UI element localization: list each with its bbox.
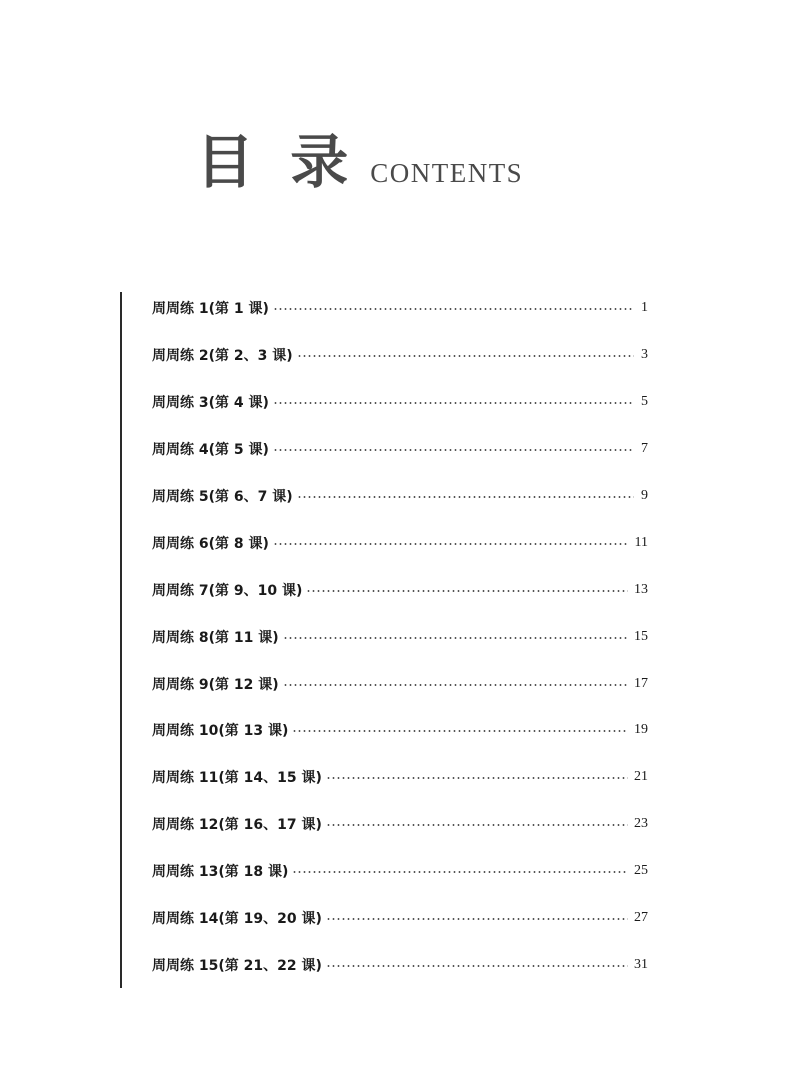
dot-leader (273, 402, 634, 404)
toc-entry[interactable] (152, 566, 648, 613)
toc-entry[interactable] (152, 473, 648, 520)
toc-entry-page: 19 (634, 722, 648, 738)
dot-leader (326, 824, 628, 826)
toc-entry-title: 周周练 8(第 11 课) (152, 629, 279, 646)
toc-entry-title: 周周练 12(第 16、17 课) (152, 817, 322, 834)
toc-entry-page: 25 (634, 863, 648, 879)
toc-entry-title: 周周练 2(第 2、3 课) (152, 348, 293, 365)
dot-leader (273, 449, 634, 451)
dot-leader (273, 543, 629, 545)
table-of-contents (152, 285, 648, 988)
toc-entry[interactable] (152, 379, 648, 426)
toc-entry-title: 周周练 9(第 12 课) (152, 676, 279, 693)
dot-leader (306, 590, 628, 592)
toc-entry-title: 周周练 4(第 5 课) (152, 442, 269, 459)
toc-entry-title: 周周练 14(第 19、20 课) (152, 911, 322, 928)
toc-entry-page: 23 (634, 816, 648, 832)
toc-entry-page: 31 (634, 956, 648, 972)
toc-entry[interactable] (152, 660, 648, 707)
page-title (196, 128, 524, 196)
title-chinese: 目 录 (196, 128, 357, 196)
toc-entry-page: 21 (634, 769, 648, 785)
toc-entry[interactable] (152, 332, 648, 379)
toc-entry-page: 15 (634, 628, 648, 644)
dot-leader (283, 637, 628, 639)
toc-entry-title: 周周练 10(第 13 课) (152, 723, 289, 740)
title-english: CONTENTS (370, 158, 524, 188)
toc-entry[interactable] (152, 801, 648, 848)
toc-entry[interactable] (152, 613, 648, 660)
toc-entry-page: 9 (641, 488, 648, 503)
dot-leader (292, 730, 628, 732)
dot-leader (297, 355, 634, 357)
toc-entry-title: 周周练 11(第 14、15 课) (152, 770, 322, 787)
toc-entry-page: 3 (641, 347, 648, 363)
toc-entry-title: 周周练 1(第 1 课) (152, 301, 269, 318)
toc-entry-page: 1 (641, 300, 648, 316)
toc-entry[interactable] (152, 285, 648, 332)
toc-entry-page: 17 (634, 675, 648, 691)
toc-entry[interactable] (152, 707, 648, 754)
toc-entry[interactable] (152, 754, 648, 801)
toc-entry[interactable] (152, 848, 648, 895)
toc-entry-page: 5 (641, 394, 648, 410)
dot-leader (273, 308, 634, 310)
toc-entry[interactable] (152, 426, 648, 473)
toc-entry-title: 周周练 7(第 9、10 课) (152, 582, 303, 599)
toc-entry-title: 周周练 6(第 8 课) (152, 535, 269, 552)
toc-entry-page: 11 (634, 534, 648, 550)
toc-entry-title: 周周练 5(第 6、7 课) (152, 489, 293, 505)
vertical-divider (120, 292, 122, 988)
toc-entry[interactable] (152, 941, 648, 988)
toc-entry-page: 7 (641, 441, 648, 457)
toc-entry[interactable] (152, 895, 648, 942)
toc-entry-title: 周周练 15(第 21、22 课) (152, 957, 322, 974)
dot-leader (326, 777, 628, 779)
dot-leader (283, 684, 628, 686)
dot-leader (292, 871, 628, 873)
toc-entry-title: 周周练 3(第 4 课) (152, 395, 269, 412)
toc-entry-page: 13 (634, 581, 648, 597)
dot-leader (297, 496, 634, 498)
toc-entry-page: 27 (634, 910, 648, 926)
dot-leader (326, 965, 628, 967)
toc-entry-title: 周周练 13(第 18 课) (152, 864, 289, 881)
toc-entry[interactable] (152, 519, 648, 566)
dot-leader (326, 918, 628, 920)
